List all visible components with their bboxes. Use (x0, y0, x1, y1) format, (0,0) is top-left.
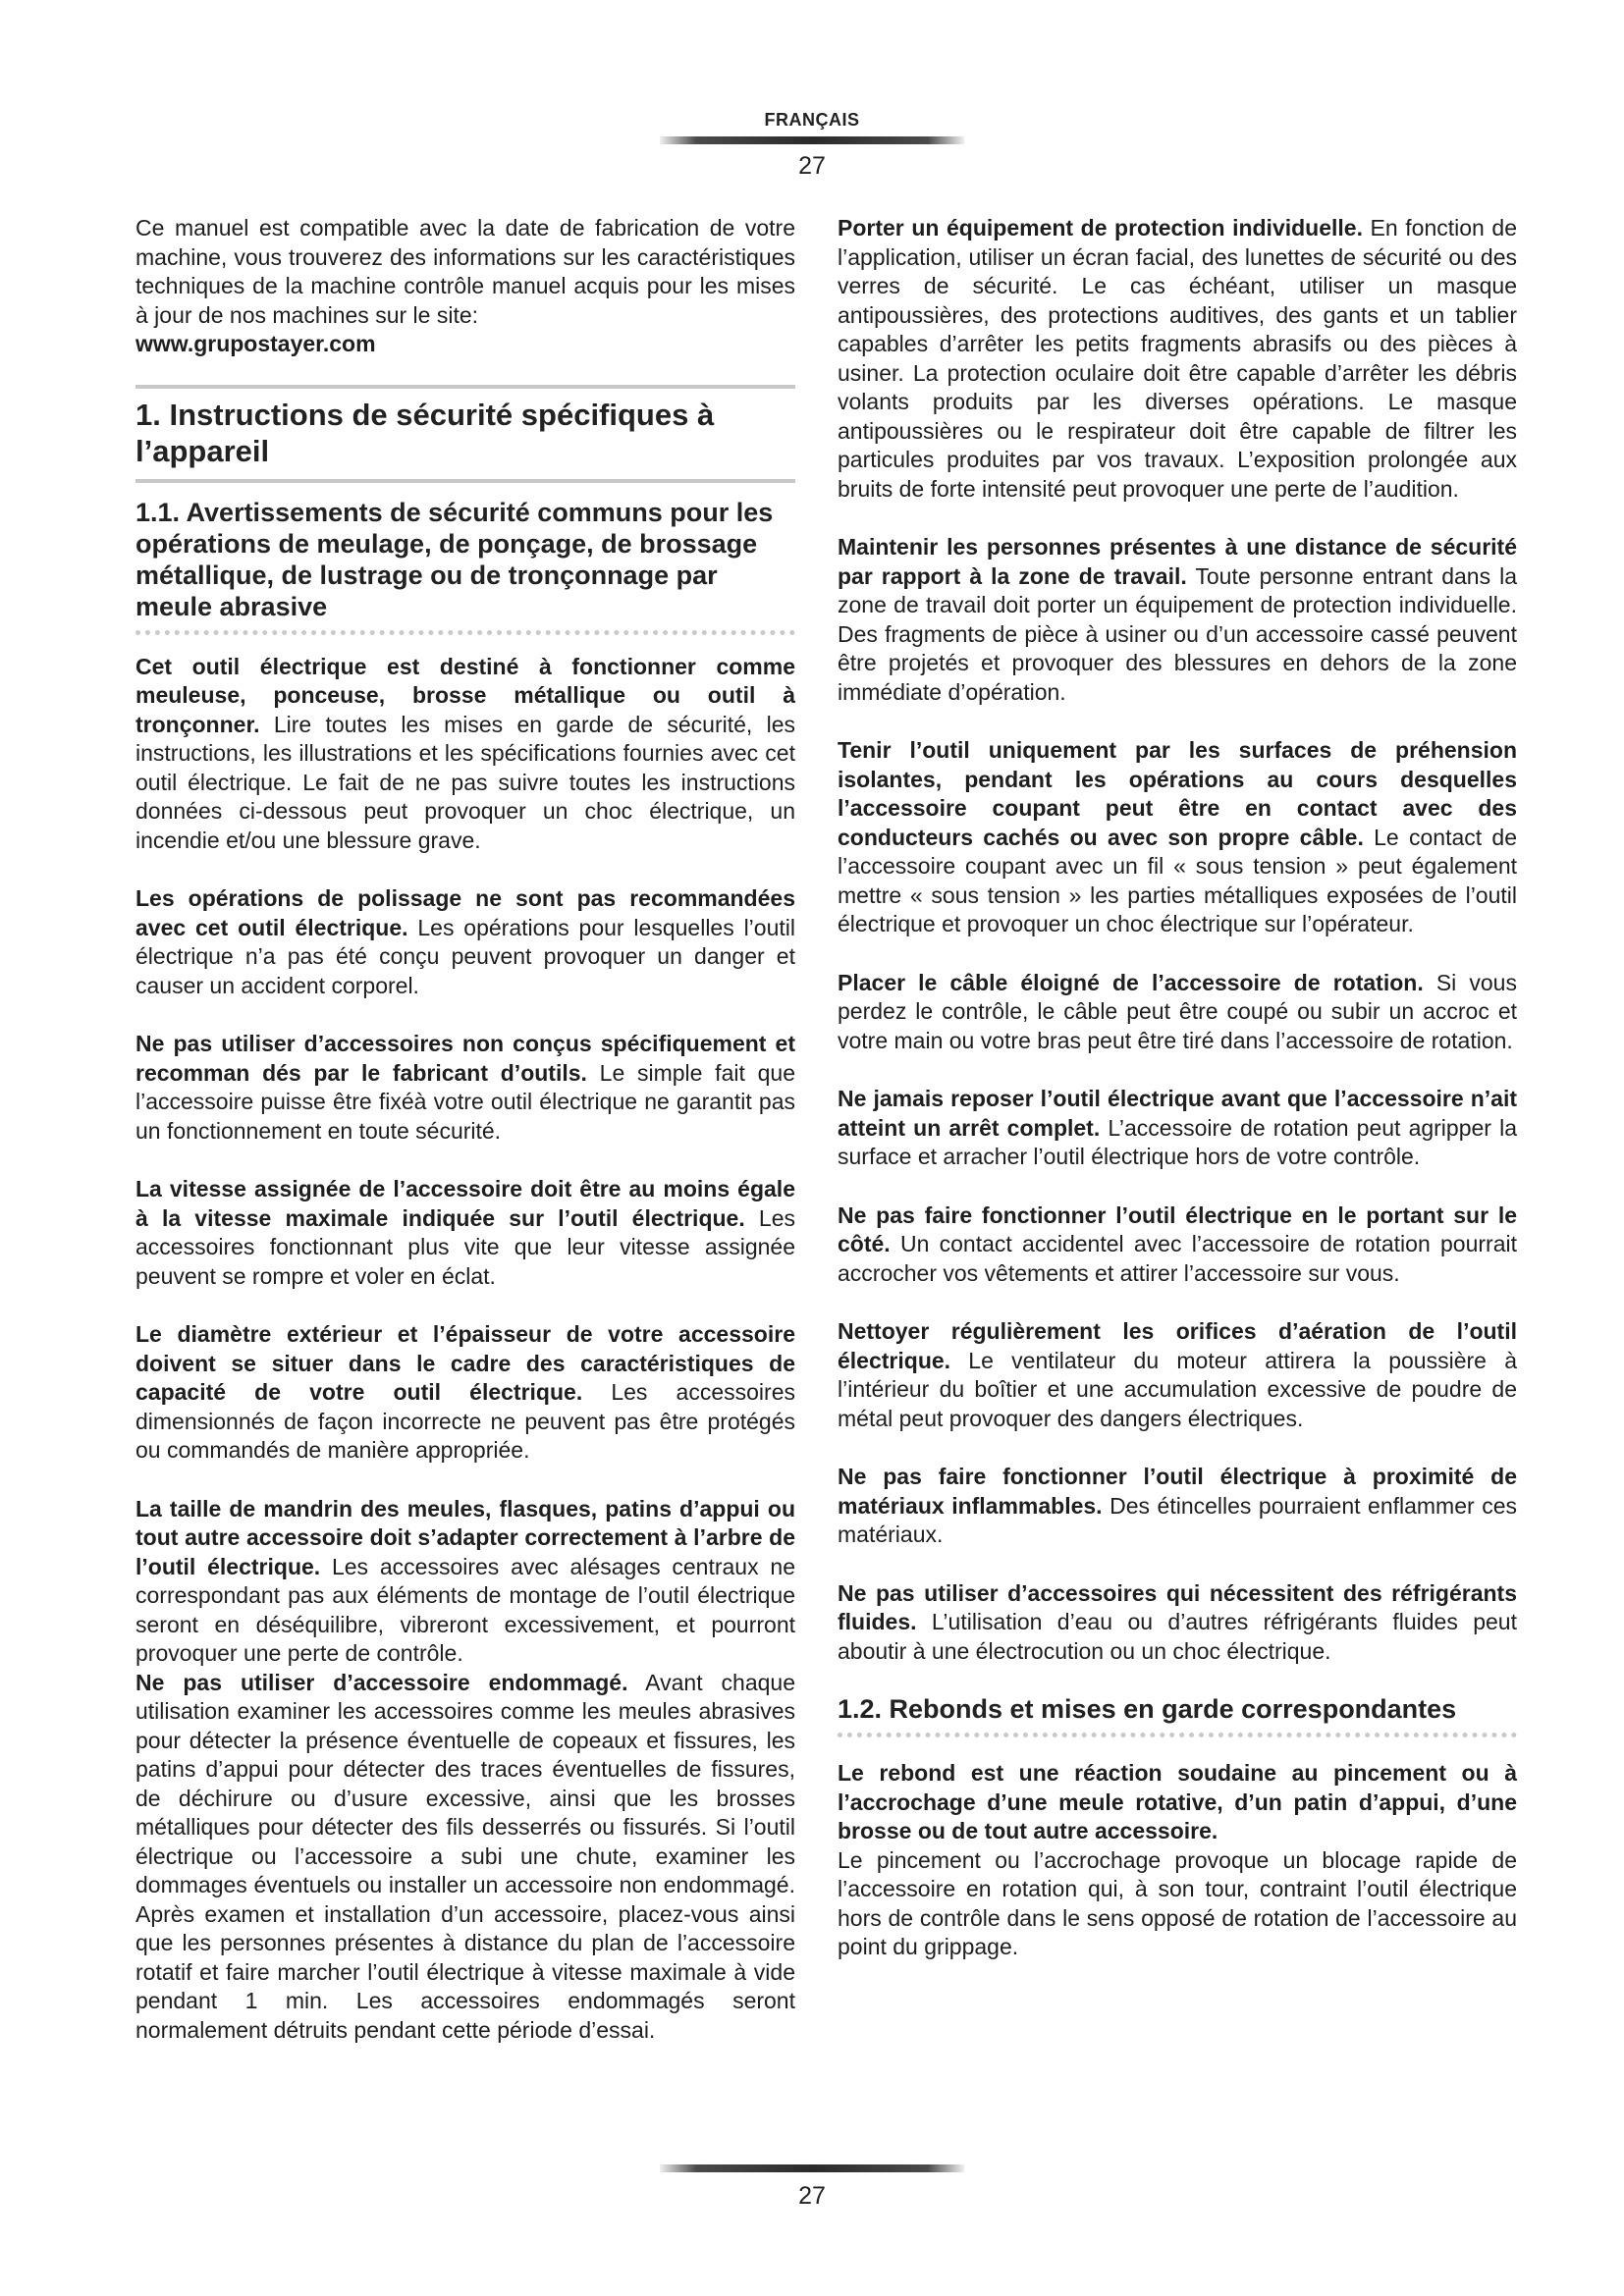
paragraph-lead: La vitesse assignée de l’accessoire doit être au moins égale à la vitesse maximale indiquée sur l’outil électrique. (135, 1176, 795, 1231)
paragraph-lead: Le diamètre extérieur et l’épaisseur de votre accessoire doivent se situer dans le cadre des caractéristiques de capacité de votre outil électrique. (135, 1321, 795, 1405)
paragraph-lead: Ne jamais reposer l’outil électrique avant que l’accessoire n’ait atteint un arrêt complet. (838, 1086, 1517, 1141)
paragraph-lead: Maintenir les personnes présentes à une distance de sécurité par rapport à la zone de travail. (838, 534, 1517, 589)
paragraph (838, 1463, 1517, 1550)
paragraph-body: Un contact accidentel avec l’accessoire de rotation pourrait accrocher vos vêtements et attirer l’accessoire sur vous. (838, 1231, 1517, 1286)
paragraph-body: Les opérations pour lesquelles l’outil électrique n’a pas été conçu peuvent provoquer un danger et causer un accident corporel. (135, 914, 795, 998)
website-link[interactable]: www.grupostayer.com (135, 331, 376, 356)
paragraph-body: Le ventilateur du moteur attirera la poussière à l’intérieur du boîtier et une accumulation excessive de poudre de métal peut provoquer des dangers électriques. (838, 1347, 1517, 1431)
paragraph-lead: Tenir l’outil uniquement par les surfaces de préhension isolantes, pendant les opérations au cours desquelles l’accessoire coupant peut être en contact avec des conducteurs cachés ou avec son propre câble. (838, 737, 1517, 850)
paragraph-lead: La taille de mandrin des meules, flasques, patins d’appui ou tout autre accessoire doit s’adapter correctement à l’arbre de l’outil électrique. (135, 1495, 795, 1579)
kickback-body: Le pincement ou l’accrochage provoque un blocage rapide de l’accessoire en rotation qui, à son tour, contraint l’outil électrique hors de contrôle dans le sens opposé de rotation de l’accessoire au point du grippage. (838, 1846, 1517, 1959)
paragraph (135, 1669, 795, 2046)
paragraph-lead: Ne pas faire fonctionner l’outil électrique en le portant sur le côté. (838, 1201, 1517, 1256)
left-column (135, 214, 795, 2045)
page-number-bottom: 27 (798, 2182, 826, 2210)
paragraph (135, 884, 795, 1000)
paragraph-lead: Ne pas utiliser d’accessoire endommagé. (135, 1669, 628, 1695)
paragraph-body: Les accessoires fonctionnant plus vite que leur vitesse assignée peuvent se rompre et voler en éclat. (135, 1204, 795, 1289)
kickback-lead: Le rebond est une réaction soudaine au pincement ou à l’accrochage d’une meule rotative, d’un patin d’appui, d’une brosse ou de tout autre accessoire. (838, 1760, 1517, 1843)
paragraph-body: Les accessoires avec alésages centraux ne correspondant pas aux éléments de montage de l’outil électrique seront en déséquilibre, vibreront excessivement, et pourront provoquer une perte de contrôle. (135, 1553, 795, 1666)
paragraph-lead: Ne pas utiliser d’accessoires non conçus spécifiquement et recomman dés par le fabricant d’outils. (135, 1031, 795, 1086)
paragraph-body: Si vous perdez le contrôle, le câble peut être coupé ou subir un accroc et votre main ou votre bras peut être tiré dans l’accessoire de rotation. (838, 969, 1517, 1053)
header-rule (660, 136, 964, 144)
paragraph-lead: Ne pas utiliser d’accessoires qui nécessitent des réfrigérants fluides. (838, 1579, 1517, 1634)
page-footer (0, 2164, 1624, 2211)
paragraph-body: Lire toutes les mises en garde de sécurité, les instructions, les illustrations et les spécifications fournies avec cet outil électrique. Le fait de ne pas suivre toutes les instructions données ci-dessous peut provoquer un choc électrique, un incendie et/ou une blessure grave. (135, 711, 795, 853)
paragraph-lead: Ne pas faire fonctionner l’outil électrique à proximité de matériaux inflammables. (838, 1464, 1517, 1519)
right-column (838, 214, 1517, 1962)
paragraph-lead: Placer le câble éloigné de l’accessoire de rotation. (838, 969, 1424, 995)
paragraph (135, 1495, 795, 1669)
section-title: 1. Instructions de sécurité spécifiques à l’appareil (135, 385, 795, 483)
paragraph (135, 1030, 795, 1146)
paragraph (838, 533, 1517, 707)
paragraph-body: Avant chaque utilisation examiner les accessoires comme les meules abrasives pour détecter la présence éventuelle de copeaux et fissures, les patins d’appui pour détecter des traces éventuelles de fissures, de déchirure ou d’usure excessive, ainsi que les brosses métalliques pour détecter des fils desserrés ou fissurés. Si l’outil électrique ou l’accessoire a subi une chute, examiner les dommages éventuels ou installer un accessoire non endommagé. Après examen et installation d’un accessoire, placez-vous ainsi que les personnes présentes à distance du plan de l’accessoire rotatif et faire marcher l’outil électrique à vitesse maximale à vide pendant 1 min. Les accessoires endommagés seront normalement détruits pendant cette période d’essai. (135, 1669, 795, 2043)
subsection-title-1-1: 1.1. Avertissements de sécurité communs pour les opérations de meulage, de ponçage, de brossage métallique, de lustrage ou de tronçonnage par meule abrasive (135, 497, 795, 635)
page-number-top: 27 (798, 152, 826, 180)
paragraph-lead: Cet outil électrique est destiné à fonctionner comme meuleuse, ponceuse, brosse métallique ou outil à tronçonner. (135, 653, 795, 737)
paragraph-body: Le contact de l’accessoire coupant avec un fil « sous tension » peut également mettre « sous tension » les parties métalliques exposées de l’outil électrique et provoquer un choc électrique sur l’opérateur. (838, 824, 1517, 936)
paragraph (838, 1085, 1517, 1172)
subsection-title-1-2: 1.2. Rebonds et mises en garde correspondantes (838, 1693, 1517, 1737)
paragraph-lead: Porter un équipement de protection individuelle. (838, 215, 1363, 240)
paragraph (838, 1579, 1517, 1667)
intro-text: Ce manuel est compatible avec la date de fabrication de votre machine, vous trouverez des informations sur les caractéristiques techniques de la machine contrôle manuel acquis pour les mises à jour de nos machines sur le site: (135, 215, 795, 328)
intro-paragraph (135, 214, 795, 359)
kickback-paragraph (838, 1759, 1517, 1962)
paragraph (838, 736, 1517, 939)
paragraph-lead: Nettoyer régulièrement les orifices d’aération de l’outil électrique. (838, 1318, 1517, 1373)
language-label: FRANÇAIS (764, 110, 860, 130)
paragraph-body: En fonction de l’application, utiliser un écran facial, des lunettes de sécurité ou des verres de sécurité. Le cas échéant, utiliser un masque antipoussières, des protections auditives, des gants et un tablier capables d’arrêter les petits fragments abrasifs ou des pièces à usiner. La protection oculaire doit être capable d’arrêter les débris volants produits par les diverses opérations. Le masque antipoussières ou le respirateur doit être capable de filtrer les particules produites par vos travaux. L’exposition prolongée aux bruits de forte intensité peut provoquer une perte de l’audition. (838, 215, 1517, 502)
paragraph (838, 969, 1517, 1056)
paragraph-body: Toute personne entrant dans la zone de travail doit porter un équipement de protection individuelle. Des fragments de pièce à usiner ou d’un accessoire cassé peuvent être projetés et provoquer des blessures en dehors de la zone immédiate d’opération. (838, 562, 1517, 705)
paragraph (838, 214, 1517, 504)
paragraph-lead: Les opérations de polissage ne sont pas recommandées avec cet outil électrique. (135, 885, 795, 940)
paragraph-body: Les accessoires dimensionnés de façon incorrecte ne peuvent pas être protégés ou commandés de manière appropriée. (135, 1379, 795, 1463)
paragraph (135, 653, 795, 856)
paragraph (838, 1317, 1517, 1433)
page-header (0, 110, 1624, 181)
paragraph-body: Des étincelles pourraient enflammer ces matériaux. (838, 1492, 1517, 1547)
paragraph-body: Le simple fait que l’accessoire puisse être fixéà votre outil électrique ne garantit pas un fonctionnement en toute sécurité. (135, 1059, 795, 1144)
paragraph (135, 1175, 795, 1291)
footer-rule (660, 2164, 964, 2172)
paragraph-body: L’accessoire de rotation peut agripper la surface et arracher l’outil électrique hors de votre contrôle. (838, 1114, 1517, 1169)
paragraph (838, 1201, 1517, 1289)
paragraph (135, 1320, 795, 1466)
paragraph-body: L’utilisation d’eau ou d’autres réfrigérants fluides peut aboutir à une électrocution ou un choc électrique. (838, 1609, 1517, 1664)
